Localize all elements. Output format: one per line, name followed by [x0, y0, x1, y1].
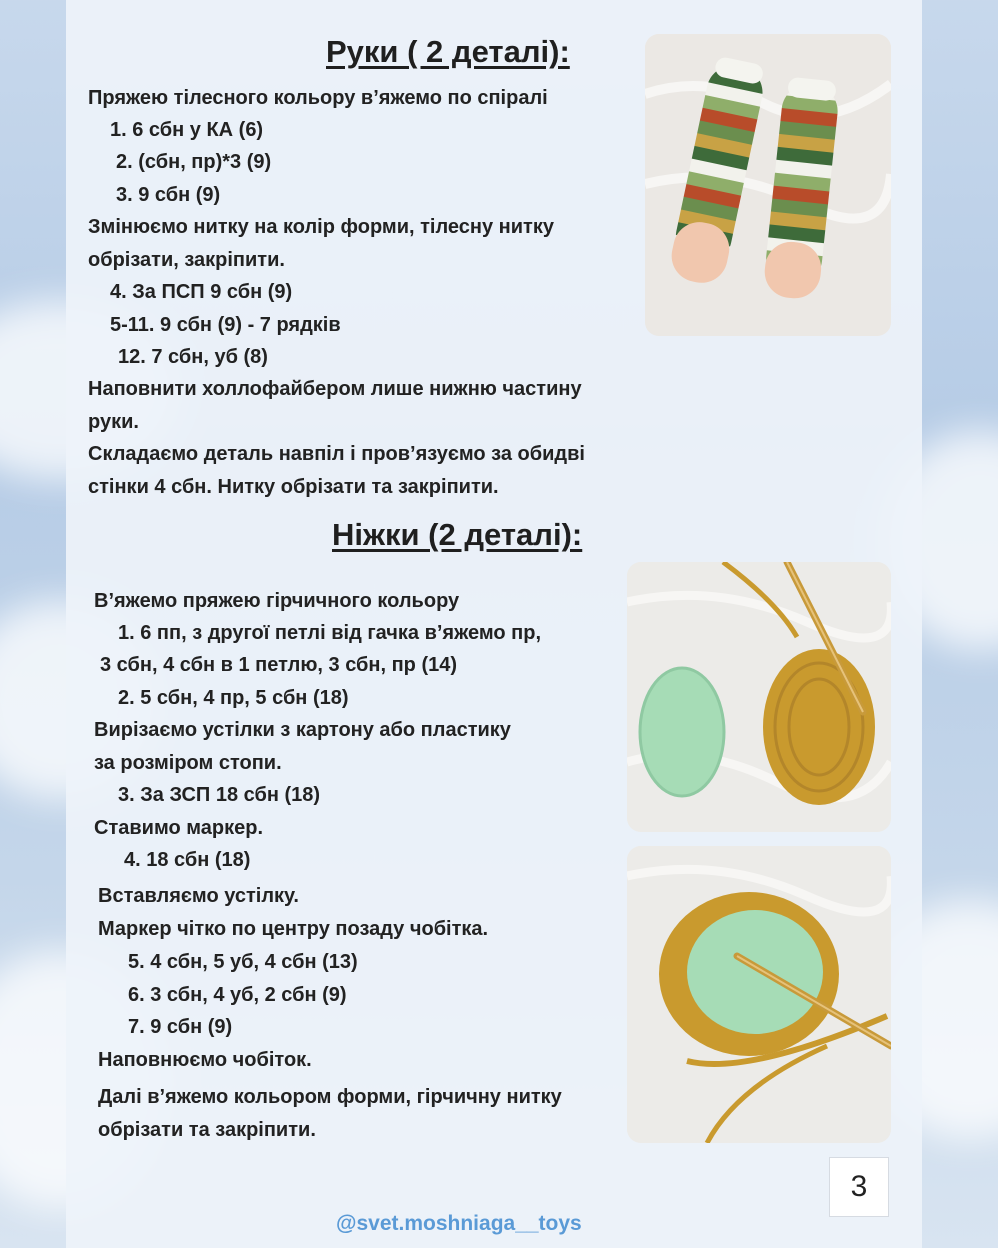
instruction-line: руки. [88, 411, 139, 433]
instruction-line: Далі в’яжемо кольором форми, гірчичну нитку [98, 1086, 562, 1108]
instruction-line: обрізати, закріпити. [88, 249, 285, 271]
author-handle: @svet.moshniaga__toys [336, 1212, 582, 1235]
page-number: 3 [829, 1157, 889, 1217]
shoe-photo [627, 846, 891, 1143]
instruction-line: 3 сбн, 4 сбн в 1 петлю, 3 сбн, пр (14) [100, 654, 458, 676]
instruction-line: Вставляємо устілку. [98, 885, 299, 907]
sole-photo [627, 562, 891, 832]
instruction-line: Пряжею тілесного кольору в’яжемо по спіралі [88, 87, 548, 109]
instruction-line: Вирізаємо устілки з картону або пластику [94, 719, 511, 741]
instruction-line: 4. За ПСП 9 сбн (9) [110, 281, 293, 303]
instruction-line: 4. 18 сбн (18) [124, 849, 251, 871]
instruction-line: Наповнити холлофайбером лише нижню частину [88, 378, 582, 400]
crochet-sole [763, 649, 875, 805]
instruction-line: 2. 5 сбн, 4 пр, 5 сбн (18) [118, 687, 349, 709]
instruction-line: 12. 7 сбн, уб (8) [118, 346, 268, 368]
instruction-line: 3. 9 сбн (9) [116, 184, 221, 206]
instruction-line: Складаємо деталь навпіл і пров’язуємо за обидві [88, 443, 585, 465]
instruction-line: Ставимо маркер. [94, 817, 264, 839]
section-title-legs: Ніжки (2 деталі): [332, 517, 583, 552]
instruction-line: 3. За ЗСП 18 сбн (18) [118, 784, 321, 806]
instruction-line: Наповнюємо чобіток. [98, 1049, 312, 1071]
instruction-line: 5. 4 сбн, 5 уб, 4 сбн (13) [128, 951, 358, 973]
instruction-line: обрізати та закріпити. [98, 1119, 316, 1141]
instruction-line: стінки 4 сбн. Нитку обрізати та закріпити. [88, 476, 499, 498]
instruction-line: В’яжемо пряжею гірчичного кольору [94, 590, 460, 612]
insole-shape [640, 668, 724, 796]
instruction-line: 2. (сбн, пр)*3 (9) [116, 151, 272, 173]
instruction-line: 1. 6 пп, з другої петлі від гачка в’яжемо пр, [118, 622, 542, 644]
arms-photo [645, 34, 891, 336]
instruction-line: Змінюємо нитку на колір форми, тілесну нитку [88, 216, 554, 238]
instruction-line: 6. 3 сбн, 4 уб, 2 сбн (9) [128, 984, 347, 1006]
instruction-line: за розміром стопи. [94, 752, 282, 774]
instruction-line: 5-11. 9 сбн (9) - 7 рядків [110, 314, 341, 336]
instruction-line: 7. 9 сбн (9) [128, 1016, 233, 1038]
instruction-line: 1. 6 сбн у КА (6) [110, 119, 264, 141]
section-title-arms: Руки ( 2 деталі): [326, 34, 570, 69]
instruction-line: Маркер чітко по центру позаду чобітка. [98, 918, 489, 940]
